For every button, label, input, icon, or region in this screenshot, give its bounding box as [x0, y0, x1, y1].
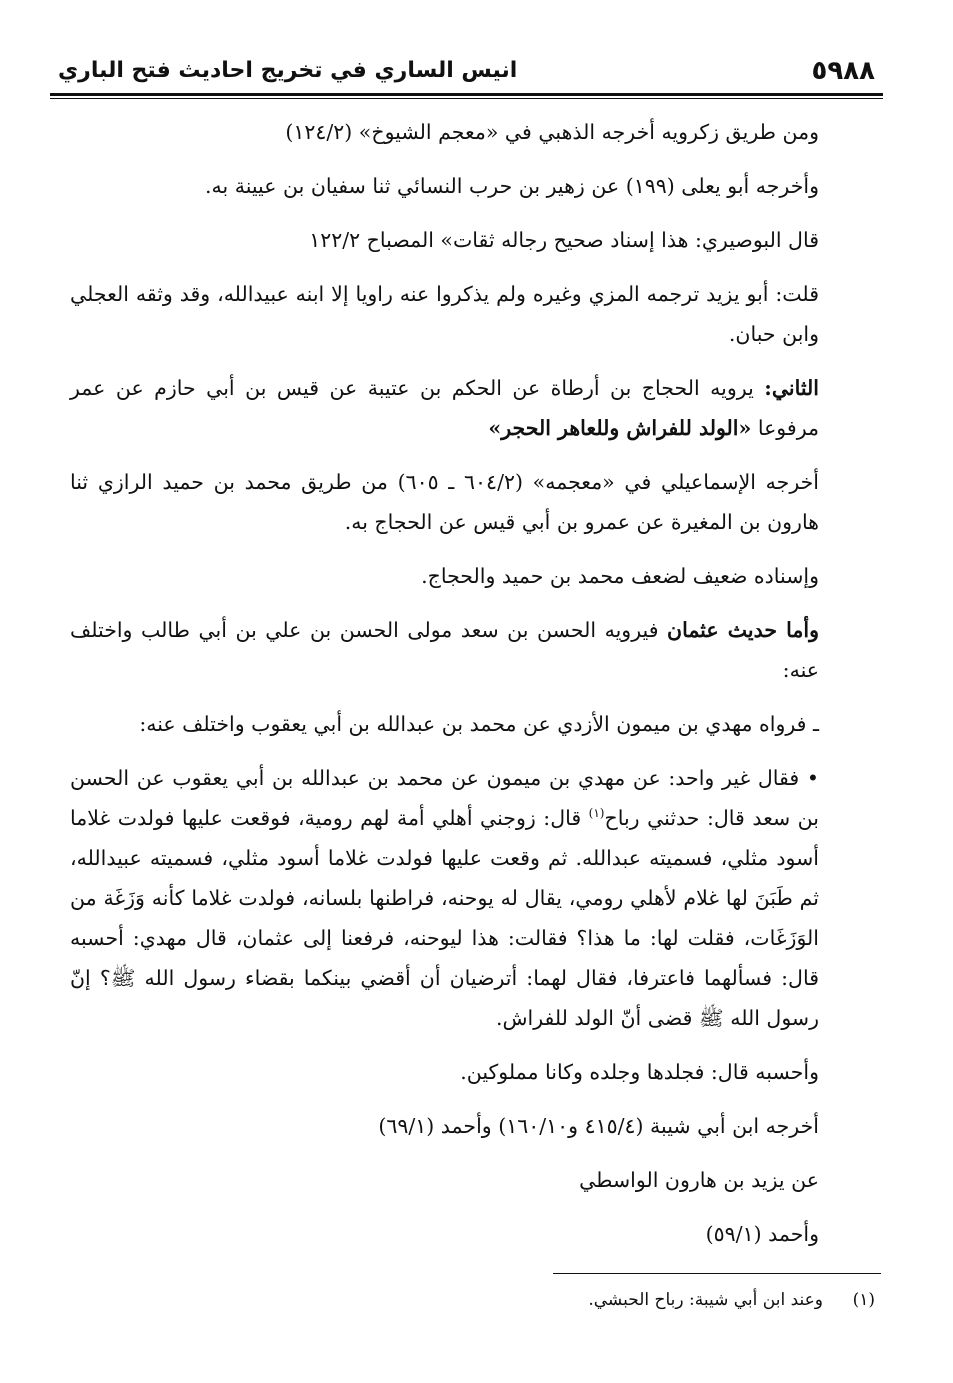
page-header: [50, 52, 883, 92]
rabah-narration-part1: • فقال غير واحد: عن مهدي بن ميمون عن محمد بن عبدالله بن أبي يعقوب عن الحسن بن سعد قال: حدثني رباح: [70, 766, 819, 830]
header-rule-thick: [50, 93, 883, 96]
paragraph-uthman-hadith: [70, 610, 875, 690]
second-route-text: يرويه الحجاج بن أرطاة عن الحكم بن عتيبة عن قيس بن أبي حازم عن عمر مرفوعا: [70, 376, 819, 440]
second-route-lead: الثاني:: [764, 376, 819, 400]
paragraph-abu-yala: وأخرجه أبو يعلى (١٩٩) عن زهير بن حرب النسائي ثنا سفيان بن عيينة به.: [204, 174, 819, 198]
paragraph-ismaili: أخرجه الإسماعيلي في «معجمه» (٦٠٤/٢ ـ ٦٠٥) من طريق محمد بن حميد الرازي ثنا هارون بن المغيرة عن عمرو بن أبي قيس عن الحجاج به.: [70, 470, 819, 534]
footnote-text: وعند ابن أبي شيبة: رباح الحبشي.: [588, 1290, 823, 1310]
rabah-narration-part2: قال: زوجني أهلي أمة لهم رومية، فوقعت عليها فولدت غلاما أسود مثلي، فسميته عبدالله. ثم وقعت عليها فولدت غلاما أسود مثلي، فسميته عبيدالله، ثم طَبَنَ لها غلام لأهلي رومي، يقال له يوحنه، فراطنها بلسانه، فولدت غلاما كأنه وَزَغَة من الوَزَغَات، فقلت لها: ما هذا؟ فقالت: هذا ليوحنه، فرفعنا إلى عثمان، قال مهدي: أحسبه قال: فسألهما فاعترفا، فقال لهما: أترضيان أن أقضي بينكما بقضاء رسول الله ﷺ؟ إنّ رسول الله ﷺ قضى أنّ الولد للفراش.: [70, 806, 819, 1030]
header-rule-thin: [50, 98, 883, 99]
paragraph-mahdi-route: ـ فرواه مهدي بن ميمون الأزدي عن محمد بن عبدالله بن أبي يعقوب واختلف عنه:: [139, 712, 819, 736]
paragraph-second-route: [70, 368, 875, 448]
footnote-marker: (١): [852, 1290, 875, 1310]
paragraph-ahmad: وأحمد (٥٩/١): [705, 1222, 819, 1246]
footnote: [70, 1285, 875, 1315]
uthman-hadith-lead: وأما حديث عثمان: [667, 618, 819, 642]
paragraph-rabah-narration: [70, 758, 875, 1038]
paragraph-qultu: قلت: أبو يزيد ترجمه المزي وغيره ولم يذكروا عنه راويا إلا ابنه عبيدالله، وقد وثقه العجلي وابن حبان.: [70, 282, 819, 346]
uthman-hadith-text: فيرويه الحسن بن سعد مولى الحسن بن علي بن أبي طالب واختلف عنه:: [70, 618, 819, 682]
hadith-text-bold: «الولد للفراش وللعاهر الحجر»: [488, 416, 752, 440]
paragraph-isnad-weak: وإسناده ضعيف لضعف محمد بن حميد والحجاج.: [421, 564, 819, 588]
paragraph-zakrawayh: ومن طريق زكرويه أخرجه الذهبي في «معجم الشيوخ» (١٢٤/٢): [285, 120, 819, 144]
paragraph-busiri: قال البوصيري: هذا إسناد صحيح رجاله ثقات» المصباح ١٢٢/٢: [309, 228, 819, 252]
page-number: ٥٩٨٨: [811, 56, 875, 86]
paragraph-flogging: وأحسبه قال: فجلدها وجلده وكانا مملوكين.: [460, 1060, 819, 1084]
paragraph-yazid: عن يزيد بن هارون الواسطي: [579, 1168, 819, 1192]
footnote-separator: [553, 1273, 881, 1274]
paragraph-ibn-abi-shayba: أخرجه ابن أبي شيبة (٤١٥/٤ و١٦٠/١٠) وأحمد (٦٩/١): [378, 1114, 819, 1138]
footnote-reference: (١): [588, 806, 605, 821]
book-title: انيس الساري في تخريج احاديث فتح الباري: [58, 58, 518, 83]
page-body: [70, 112, 875, 1254]
